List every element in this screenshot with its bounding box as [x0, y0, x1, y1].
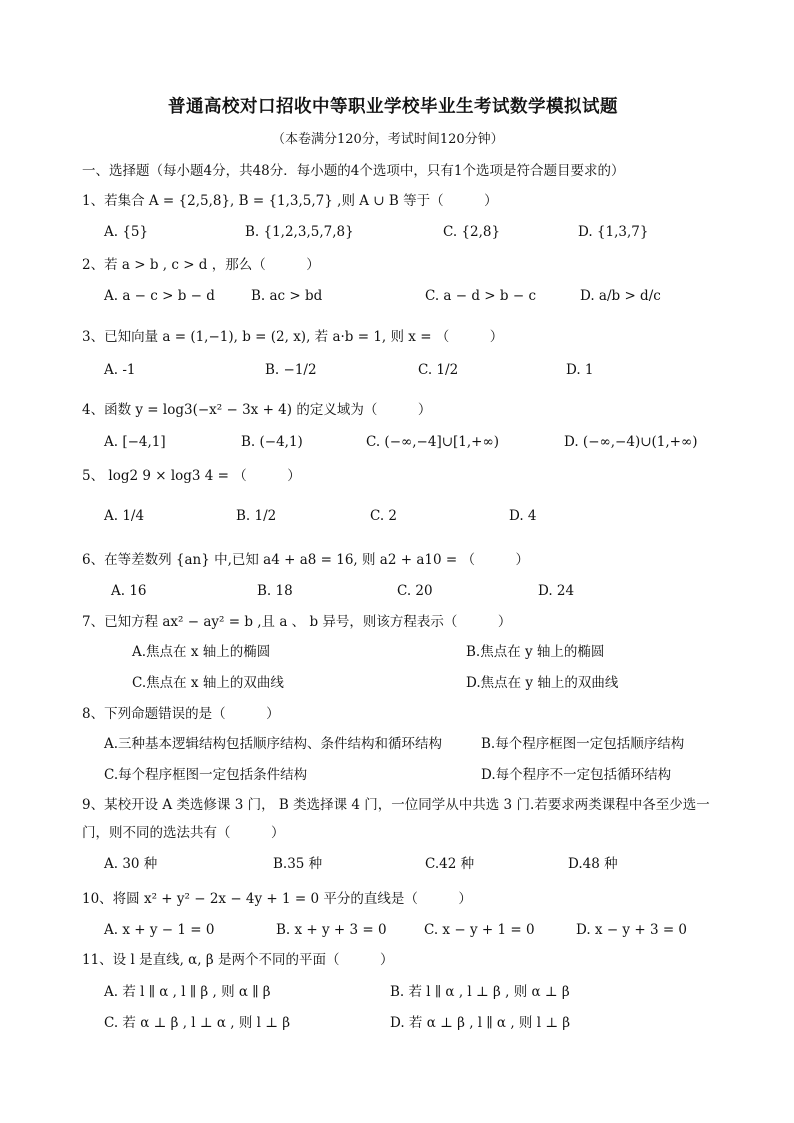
question-6-option-b: B. 18 [257, 583, 293, 599]
question-7-option-c: C.焦点在 x 轴上的双曲线 [132, 675, 284, 691]
question-11-option-b: B. 若 l ∥ α , l ⊥ β , 则 α ⊥ β [390, 984, 570, 1000]
question-1-option-a: A. {5} [104, 224, 149, 240]
question-4-option-c: C. (−∞,−4]∪[1,+∞) [366, 434, 499, 450]
question-8-stem: 8、下列命题错误的是（ ） [82, 706, 280, 722]
question-3-option-a: A. -1 [104, 362, 136, 378]
question-4-option-d: D. (−∞,−4)∪(1,+∞) [564, 434, 698, 450]
question-7-option-a: A.焦点在 x 轴上的椭圆 [132, 644, 271, 660]
question-10-option-d: D. x − y + 3 = 0 [576, 922, 688, 938]
question-5-option-b: B. 1/2 [236, 508, 277, 524]
question-8-option-c: C.每个程序框图一定包括条件结构 [104, 767, 308, 783]
question-7-option-b: B.焦点在 y 轴上的椭圆 [466, 644, 605, 660]
question-3-stem: 3、已知向量 a = (1,−1), b = (2, x), 若 a·b = 1, 则 x = （ ） [82, 329, 504, 345]
question-10-option-a: A. x + y − 1 = 0 [104, 922, 215, 938]
question-10-option-b: B. x + y + 3 = 0 [276, 922, 387, 938]
question-8-option-a: A.三种基本逻辑结构包括顺序结构、条件结构和循环结构 [104, 736, 443, 752]
question-9-option-d: D.48 种 [568, 856, 618, 872]
question-10-option-c: C. x − y + 1 = 0 [424, 922, 535, 938]
question-3-option-c: C. 1/2 [418, 362, 459, 378]
question-7-stem: 7、已知方程 ax² − ay² = b ,且 a 、 b 异号，则该方程表示（ ） [82, 614, 512, 630]
question-2-option-b: B. ac > bd [251, 288, 323, 304]
question-4-option-a: A. [−4,1] [104, 434, 166, 450]
question-2-option-c: C. a − d > b − c [425, 288, 537, 304]
question-1-option-b: B. {1,2,3,5,7,8} [245, 224, 354, 240]
question-9-option-b: B.35 种 [273, 856, 323, 872]
question-11-option-a: A. 若 l ∥ α , l ∥ β , 则 α ∥ β [104, 984, 271, 1000]
question-9-stem-line1: 9、某校开设 A 类选修课 3 门， B 类选择课 4 门，一位同学从中共选 3 门.若要求两类课程中各至少选一 [82, 797, 710, 813]
question-6-stem: 6、在等差数列 {an} 中,已知 a4 + a8 = 16, 则 a2 + a10 = （ ） [82, 552, 529, 568]
question-3-option-d: D. 1 [566, 362, 594, 378]
question-5-option-c: C. 2 [370, 508, 398, 524]
question-9-option-a: A. 30 种 [104, 856, 158, 872]
section-heading: 一、选择题（每小题4分，共48分．每小题的4个选项中，只有1个选项是符合题目要求的） [82, 163, 625, 179]
question-5-option-d: D. 4 [509, 508, 537, 524]
question-1-option-c: C. {2,8} [443, 224, 501, 240]
question-1-stem: 1、若集合 A = {2,5,8}, B = {1,3,5,7} ,则 A ∪ B 等于（ ） [82, 193, 498, 209]
question-3-option-b: B. −1/2 [265, 362, 317, 378]
question-2-option-d: D. a/b > d/c [580, 288, 661, 304]
question-7-option-d: D.焦点在 y 轴上的双曲线 [466, 675, 619, 691]
question-11-option-c: C. 若 α ⊥ β , l ⊥ α , 则 l ⊥ β [104, 1015, 291, 1031]
question-8-option-d: D.每个程序不一定包括循环结构 [481, 767, 672, 783]
question-11-stem: 11、设 l 是直线, α, β 是两个不同的平面（ ） [82, 952, 394, 968]
question-2-stem: 2、若 a > b , c > d ，那么（ ） [82, 257, 320, 273]
page-title: 普通高校对口招收中等职业学校毕业生考试数学模拟试题 [168, 97, 618, 117]
question-2-option-a: A. a − c > b − d [104, 288, 215, 304]
question-6-option-c: C. 20 [397, 583, 433, 599]
question-4-stem: 4、函数 y = log3(−x² − 3x + 4) 的定义域为（ ） [82, 402, 432, 418]
question-8-option-b: B.每个程序框图一定包括顺序结构 [481, 736, 685, 752]
question-6-option-a: A. 16 [111, 583, 147, 599]
question-5-option-a: A. 1/4 [104, 508, 145, 524]
question-5-stem: 5、 log2 9 × log3 4 = （ ） [82, 468, 301, 484]
question-6-option-d: D. 24 [538, 583, 575, 599]
question-4-option-b: B. (−4,1) [241, 434, 303, 450]
page-subtitle: （本卷满分120分，考试时间120分钟） [272, 132, 504, 147]
question-10-stem: 10、将圆 x² + y² − 2x − 4y + 1 = 0 平分的直线是（ ） [82, 891, 472, 907]
question-11-option-d: D. 若 α ⊥ β , l ∥ α , 则 l ⊥ β [390, 1015, 571, 1031]
question-1-option-d: D. {1,3,7} [578, 224, 649, 240]
question-9-option-c: C.42 种 [425, 856, 475, 872]
question-9-stem-line2: 门，则不同的选法共有（ ） [82, 825, 285, 841]
